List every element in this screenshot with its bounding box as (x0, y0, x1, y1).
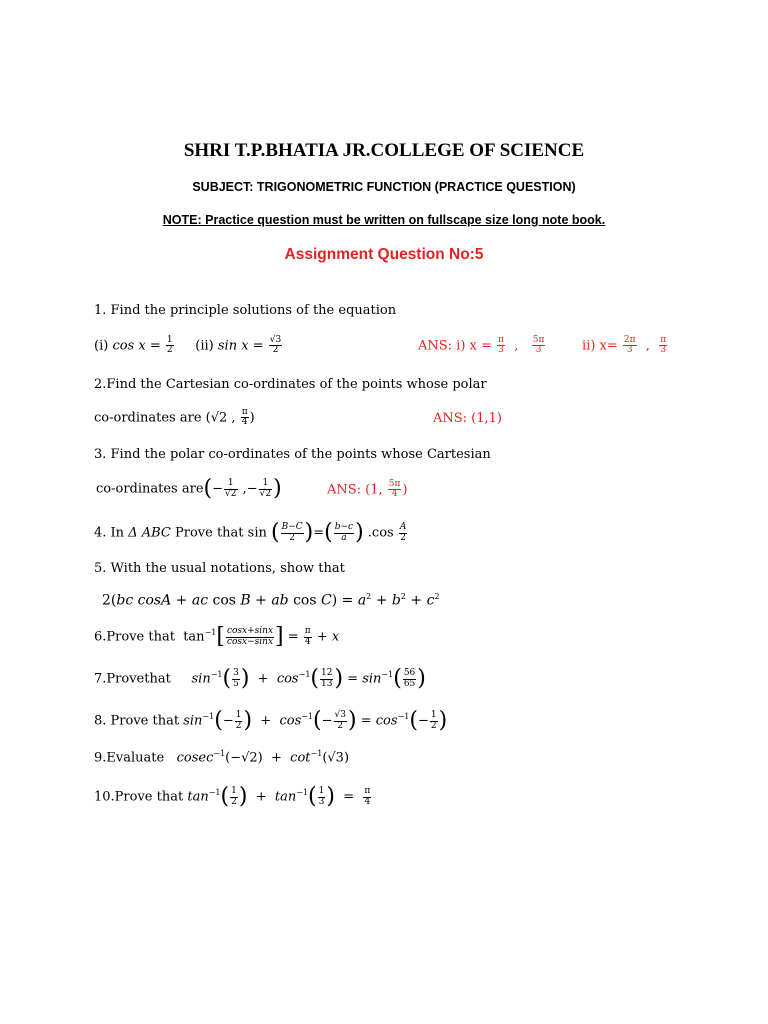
question-5-equation: 2(bc cosA + ac cos B + ab $\cos C) = a^2 + b^2 + c^2$ (102, 592, 440, 609)
q1-part-ii-label: (ii) (195, 338, 214, 354)
question-1-equations: (i) cos x = $\frac{1}{2}$ (ii) sin x = $\frac{√3}{2}$ (94, 335, 282, 356)
question-1-text: 1. Find the principle solutions of the equation (94, 303, 397, 318)
question-1-answer: ANS: i) x = $\frac{\pi}{3}$ , $\frac{5\pi}{3}$ (418, 335, 545, 356)
question-3-answer: ANS: (1, $\frac{5\pi}{4}$ ) (327, 479, 408, 500)
q1-part-i-label: (i) (94, 338, 109, 354)
question-8: 8. Prove that $\sin^{-1}(-$ $\frac{1}{2}$ ) + $\cos^{-1}(-$ $\frac{√3}{2}$ ) = $\cos^{-1}(-$ $\frac{1}{2}$ ) (94, 708, 448, 733)
question-2-text: 2.Find the Cartesian co-ordinates of the points whose polar (94, 377, 487, 392)
question-1-answer-ii: ii) x= $\frac{2\pi}{3}$ , $\frac{\pi}{3}$ (582, 335, 667, 356)
college-title: SHRI T.P.BHATIA JR.COLLEGE OF SCIENCE (183, 140, 585, 161)
question-2-answer: ANS: (1,1) (433, 411, 502, 426)
subject-line: SUBJECT: TRIGONOMETRIC FUNCTION (PRACTICE QUESTION) (192, 180, 576, 194)
question-3-coordinates: co-ordinates are(− $\frac{1}{√2}$ ,− $\frac{1}{√2}$ ) (96, 476, 282, 501)
question-5-text: 5. With the usual notations, show that (94, 561, 345, 576)
question-4: 4. In Δ ABC Prove that sin ( $\frac{B-C}{2}$ )=( $\frac{b-c}{a}$ ) .cos $\frac{A}{2}$ (94, 520, 407, 545)
question-6: 6.Prove that $\tan^{-1}$[ $\frac{\cos x+\sin x}{\cos x-\sin x}$ ] = $\frac{\pi}{4}$ + x (94, 624, 340, 649)
question-9: 9.Evaluate $cosec^{-1}(-√2) + \cot^{-1}(√3)$ (94, 749, 350, 766)
assignment-heading: Assignment Question No:5 (284, 246, 484, 263)
question-3-text: 3. Find the polar co-ordinates of the points whose Cartesian (94, 447, 491, 462)
question-7: 7.Provethat $\sin^{-1}$( $\frac{3}{5}$ ) + $\cos^{-1}$( $\frac{12}{13}$ ) = $\sin^{-1}$( $\frac{56}{65}$ ) (94, 666, 426, 691)
note-line: NOTE: Practice question must be written on fullscape size long note book. (162, 213, 606, 227)
question-2-coordinates: co-ordinates are (√2 , $\frac{\pi}{4}$ ) (94, 407, 255, 428)
question-10: 10.Prove that $\tan^{-1}$( $\frac{1}{2}$ ) + $\tan^{-1}$( $\frac{1}{3}$ ) = $\frac{\pi}{4}$ (94, 784, 371, 809)
